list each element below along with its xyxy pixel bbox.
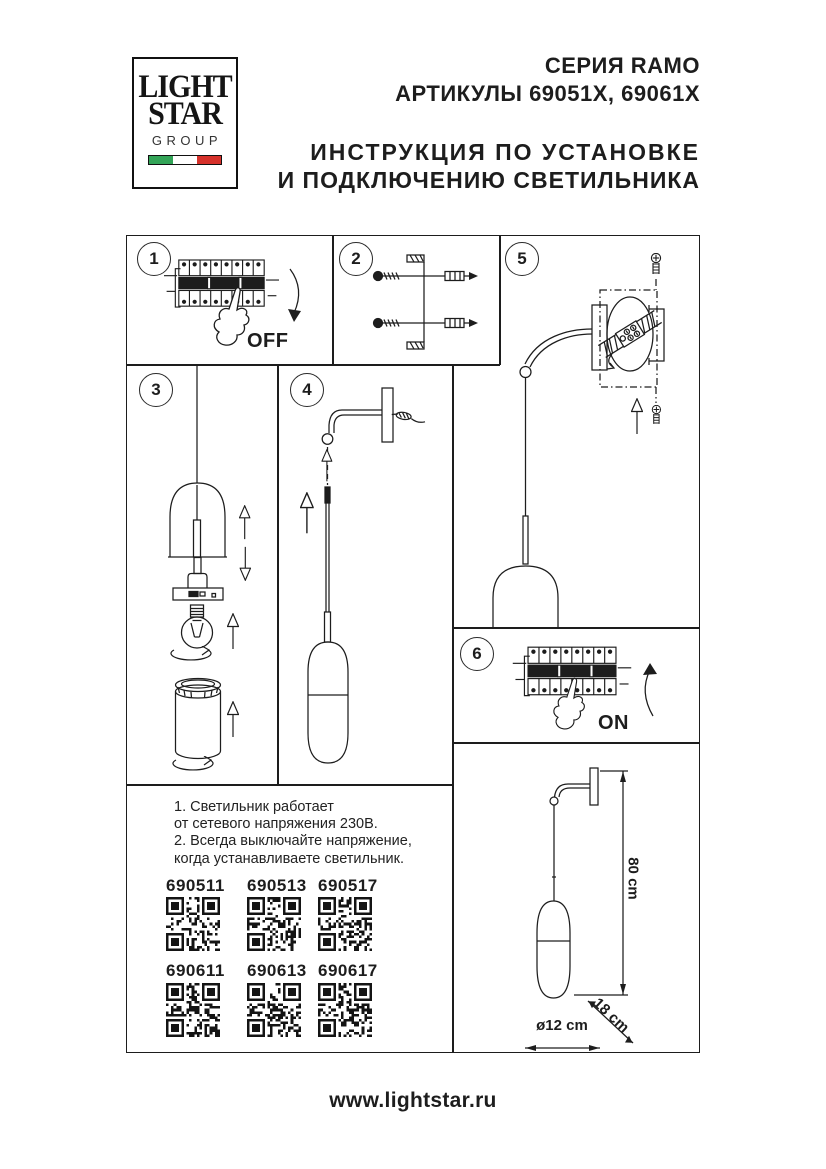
logo-word-light: LIGHT	[138, 68, 232, 105]
article-code: 690613	[247, 961, 307, 980]
panel3-number: 3	[151, 380, 161, 399]
italian-flag-icon	[148, 155, 222, 165]
qr-code-690617	[318, 983, 372, 1037]
panel6-on-label: ON	[598, 712, 629, 734]
height-dimension: 80 cm	[624, 857, 642, 900]
series-title: СЕРИЯ RAMO	[544, 53, 700, 78]
flag-red	[197, 156, 221, 164]
header-text	[278, 52, 700, 194]
panel4-cord-installation-diagram	[278, 365, 452, 786]
panel5-number: 5	[517, 249, 527, 268]
panel6-number: 6	[472, 644, 482, 663]
note-line: 1. Светильник работает	[174, 799, 334, 815]
panel1-off-label: OFF	[247, 330, 289, 352]
note-line: 2. Всегда выключайте напряжение,	[174, 833, 412, 850]
flag-white	[173, 156, 197, 164]
panel4-number: 4	[302, 380, 312, 399]
article-code: 690617	[318, 961, 378, 980]
lightstar-logo	[132, 57, 238, 189]
article-code: 690513	[247, 876, 307, 895]
qr-code-690513	[247, 897, 301, 951]
note-line: от сетевого напряжения 230В.	[174, 816, 378, 833]
panel5-wall-mounting-diagram	[452, 235, 700, 628]
instruction-title-line1: ИНСТРУКЦИЯ ПО УСТАНОВКЕ	[310, 139, 700, 165]
panel1-number: 1	[149, 249, 159, 268]
qr-code-690613	[247, 983, 301, 1037]
article-code: 690511	[166, 876, 225, 895]
instruction-title-line2: И ПОДКЛЮЧЕНИЮ СВЕТИЛЬНИКА	[277, 167, 700, 193]
article-code: 690611	[166, 961, 225, 980]
qr-code-690517	[318, 897, 372, 951]
articles-line: АРТИКУЛЫ 69051X, 69061X	[395, 81, 700, 106]
note-line: когда устанавливаете светильник.	[174, 850, 405, 867]
panel3-shade-bulb-assembly-diagram	[126, 365, 278, 786]
panel1-breaker-off-diagram	[126, 235, 333, 365]
flag-green	[149, 156, 173, 164]
depth-dimension: 18 cm	[589, 994, 633, 1037]
logo-word-star: STAR	[148, 95, 222, 132]
qr-code-690611	[166, 983, 220, 1037]
dimensions-diagram	[452, 743, 700, 1053]
website-url: www.lightstar.ru	[329, 1089, 497, 1112]
article-code: 690517	[318, 876, 378, 895]
diameter-dimension: ø12 cm	[536, 1017, 588, 1034]
panel2-number: 2	[351, 249, 361, 268]
logo-word-group: GROUP	[151, 133, 223, 148]
panel6-breaker-on-diagram	[452, 628, 700, 743]
qr-code-690511	[166, 897, 220, 951]
safety-notes	[174, 799, 412, 868]
